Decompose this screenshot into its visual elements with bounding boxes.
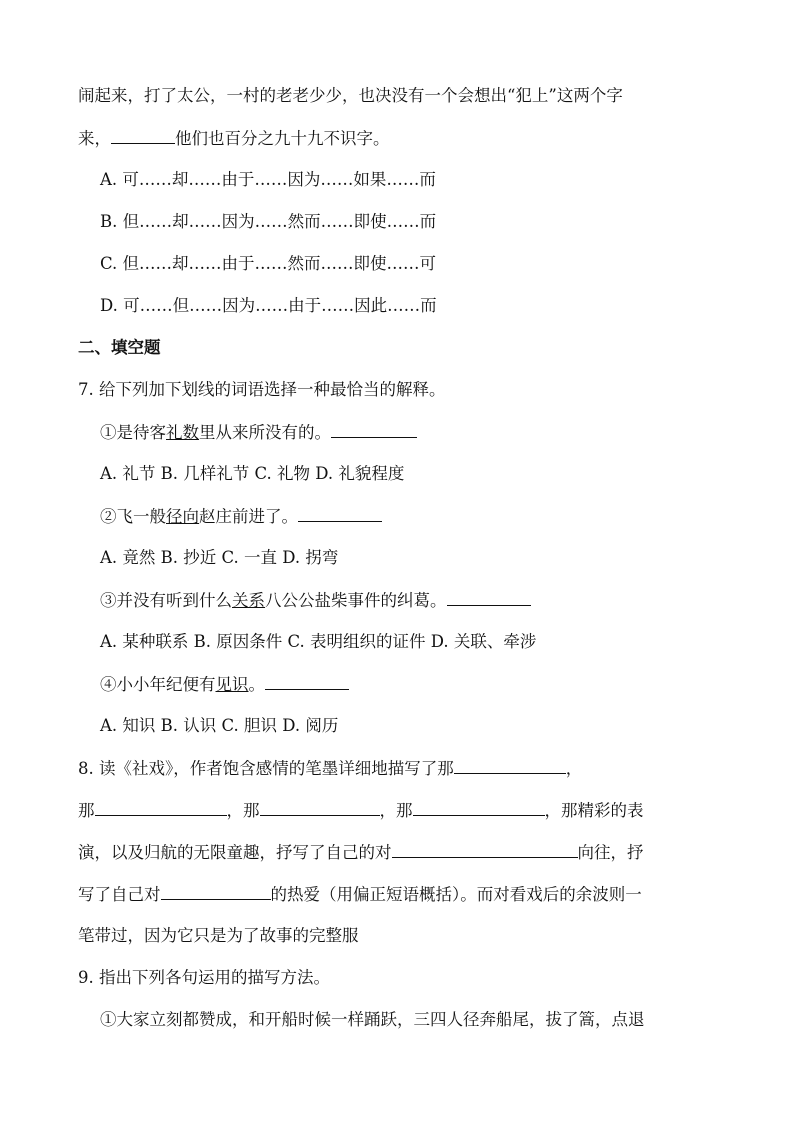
answer-blank bbox=[331, 421, 417, 438]
option-c: C. 但……却……由于……然而……即使……可 bbox=[100, 254, 437, 273]
answer-blank bbox=[111, 127, 175, 144]
question-8-line-5: 笔带过，因为它只是为了故事的完整服 bbox=[78, 926, 359, 945]
question-9-stem: 9. 指出下列各句运用的描写方法。 bbox=[78, 968, 330, 987]
option-a: A. 可……却……由于……因为……如果……而 bbox=[100, 170, 436, 189]
option-b: B. 但……却……因为……然而……即使……而 bbox=[100, 212, 437, 231]
q7-item-4-options: A. 知识 B. 认识 C. 胆识 D. 阅历 bbox=[100, 716, 339, 735]
answer-blank bbox=[95, 799, 227, 816]
answer-blank bbox=[454, 757, 566, 774]
answer-blank bbox=[392, 841, 578, 858]
q7-item-1: ①是待客礼数里从来所没有的。 bbox=[100, 421, 417, 444]
q7-item-4: ④小小年纪便有见识。 bbox=[100, 673, 349, 696]
q9-item-1: ①大家立刻都赞成，和开船时候一样踊跃，三四人径奔船尾，拔了篙，点退 bbox=[100, 1010, 645, 1029]
q7-item-1-options: A. 礼节 B. 几样礼节 C. 礼物 D. 礼貌程度 bbox=[100, 464, 405, 483]
answer-blank bbox=[298, 505, 382, 522]
question-8-line-3: 演，以及归航的无限童趣，抒写了自己的对 向往，抒 bbox=[78, 843, 644, 862]
question-8-line-1: 8. 读《社戏》，作者饱含感情的笔墨详细地描写了那 ， bbox=[78, 759, 583, 778]
q7-item-3-options: A. 某种联系 B. 原因条件 C. 表明组织的证件 D. 关联、牵涉 bbox=[100, 632, 537, 651]
answer-blank bbox=[413, 799, 545, 816]
answer-blank bbox=[265, 673, 349, 690]
answer-blank bbox=[161, 883, 271, 900]
section-heading: 二、填空题 bbox=[78, 338, 161, 357]
option-d: D. 可……但……因为……由于……因此……而 bbox=[100, 296, 437, 315]
q7-item-2: ②飞一般径向赵庄前进了。 bbox=[100, 505, 382, 528]
answer-blank bbox=[447, 589, 531, 606]
q7-item-2-options: A. 竟然 B. 抄近 C. 一直 D. 拐弯 bbox=[100, 548, 339, 567]
q7-item-3: ③并没有听到什么关系八公公盐柴事件的纠葛。 bbox=[100, 589, 531, 612]
paragraph-line: 来， 他们也百分之九十九不识字。 bbox=[78, 129, 390, 148]
question-7-stem: 7. 给下列加下划线的词语选择一种最恰当的解释。 bbox=[78, 380, 446, 399]
answer-blank bbox=[260, 799, 380, 816]
question-8-line-4: 写了自己对 的热爱（用偏正短语概括）。而对看戏后的余波则一 bbox=[78, 885, 642, 904]
question-8-line-2: 那 ，那 ，那 ，那精彩的表 bbox=[78, 801, 644, 820]
paragraph-line: 闹起来，打了太公，一村的老老少少，也决没有一个会想出“犯上”这两个字 bbox=[78, 86, 623, 105]
